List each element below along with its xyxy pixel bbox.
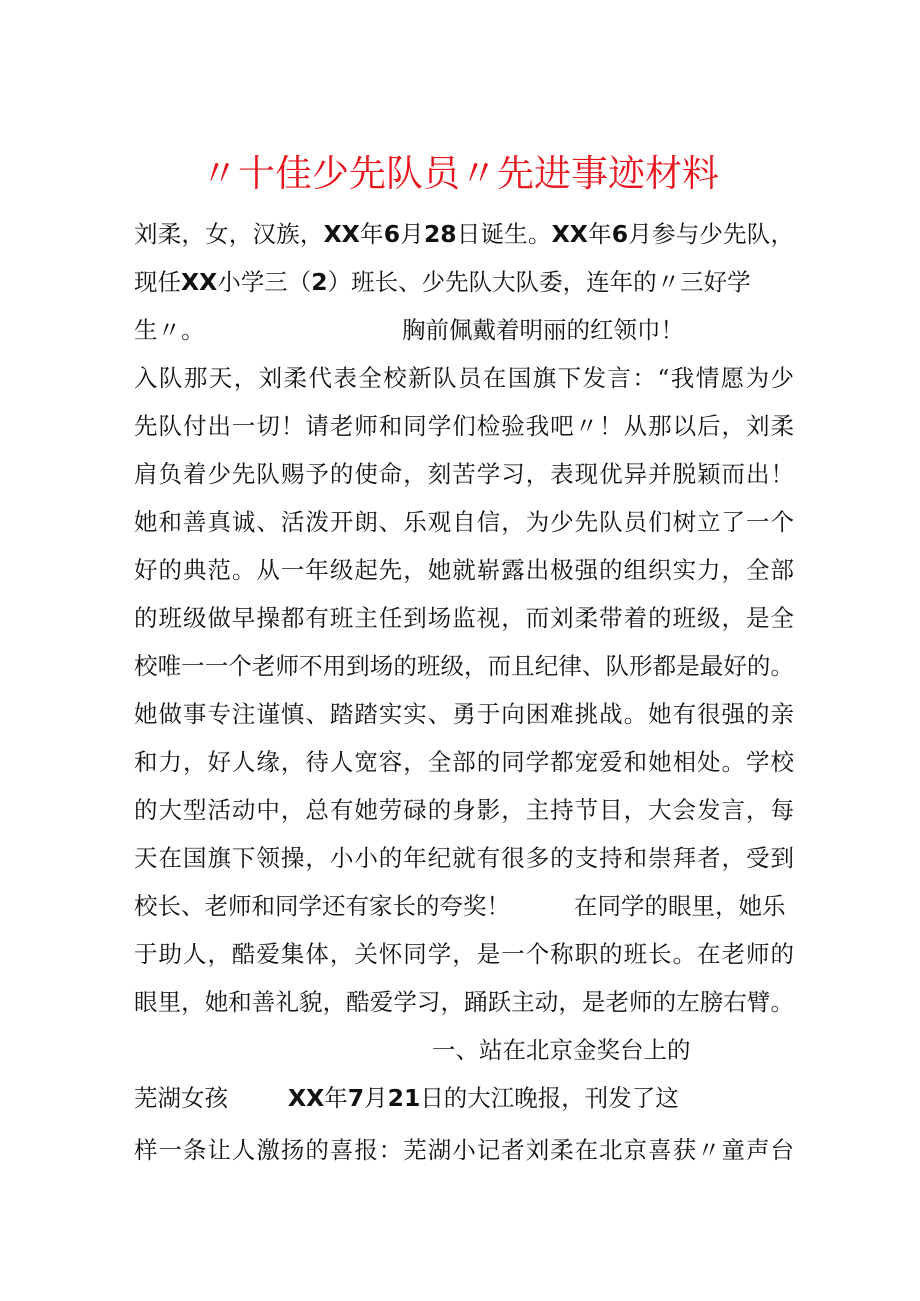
text-run: 7 xyxy=(347,1084,365,1112)
text-run: 胸前佩戴着明丽的红领巾！ xyxy=(402,316,684,344)
paragraph-line: 好的典范。从一年级起先，她就崭露出极强的组织实力，全部 xyxy=(134,556,794,584)
paragraph-line: 天在国旗下领操，小小的年纪就有很多的支持和崇拜者，受到 xyxy=(134,844,794,872)
text-run: 月 xyxy=(364,1084,388,1112)
text-run: 年 xyxy=(359,220,384,248)
text-run: 月参与少先队， xyxy=(628,220,795,248)
text-run: 小学三（ xyxy=(217,268,312,296)
text-run: XX xyxy=(323,220,360,248)
text-run: 芜湖女孩 xyxy=(134,1084,228,1112)
paragraph-line: 她和善真诚、活泼开朗、乐观自信，为少先队员们树立了一个 xyxy=(134,508,794,536)
paragraph-line: 先队付出一切！请老师和同学们检验我吧〃！从那以后，刘柔 xyxy=(134,412,794,440)
text-run: 生〃。 xyxy=(134,316,205,344)
paragraph-line: 她做事专注谨慎、踏踏实实、勇于向困难挑战。她有很强的亲 xyxy=(134,700,794,728)
paragraph-line xyxy=(134,218,794,250)
text-run: 28 xyxy=(423,220,457,248)
document-title: 〃十佳少先队员〃先进事迹材料 xyxy=(201,152,719,195)
paragraph-line: 肩负着少先队赐予的使命，刻苦学习，表现优异并脱颖而出！ xyxy=(134,460,794,488)
text-run: 在同学的眼里，她乐 xyxy=(574,892,786,920)
text-run: 年 xyxy=(587,220,612,248)
text-run-group xyxy=(288,1082,679,1114)
text-run: 年 xyxy=(324,1084,348,1112)
text-run: 日诞生。 xyxy=(456,220,552,248)
text-run: 2 xyxy=(311,268,328,296)
text-run: 日的大江晚报，刊发了这 xyxy=(420,1084,679,1112)
paragraph-line: 的大型活动中，总有她劳碌的身影，主持节目，大会发言，每 xyxy=(134,796,794,824)
text-run: XX xyxy=(181,268,218,296)
section-heading: 一、站在北京金奖台上的 xyxy=(432,1036,691,1064)
text-run: 6 xyxy=(383,220,401,248)
text-run: XX xyxy=(551,220,588,248)
paragraph-line: 眼里，她和善礼貌，酷爱学习，踊跃主动，是老师的左膀右臂。 xyxy=(134,988,794,1016)
text-run: 月 xyxy=(400,220,424,248)
paragraph-line: 于助人，酷爱集体，关怀同学，是一个称职的班长。在老师的 xyxy=(134,940,794,968)
paragraph-line: 样一条让人激扬的喜报：芜湖小记者刘柔在北京喜获〃童声台 xyxy=(134,1136,794,1164)
paragraph-line: 的班级做早操都有班主任到场监视，而刘柔带着的班级，是全 xyxy=(134,604,794,632)
paragraph-line: 和力，好人缘，待人宽容，全部的同学都宠爱和她相处。学校 xyxy=(134,748,794,776)
text-run: 21 xyxy=(387,1084,421,1112)
paragraph-line xyxy=(134,266,794,298)
text-run: 现任 xyxy=(134,268,181,296)
text-run: XX xyxy=(288,1084,325,1112)
paragraph-line: 入队那天，刘柔代表全校新队员在国旗下发言：“我情愿为少 xyxy=(134,364,794,392)
paragraph-line: 校唯一一个老师不用到场的班级，而且纪律、队形都是最好的。 xyxy=(134,652,794,680)
text-run: 刘柔，女，汉族， xyxy=(134,220,324,248)
text-run: 6 xyxy=(611,220,629,248)
text-run: 校长、老师和同学还有家长的夸奖！ xyxy=(134,892,510,920)
text-run: ）班长、少先队大队委，连年的〃三好学 xyxy=(327,268,751,296)
